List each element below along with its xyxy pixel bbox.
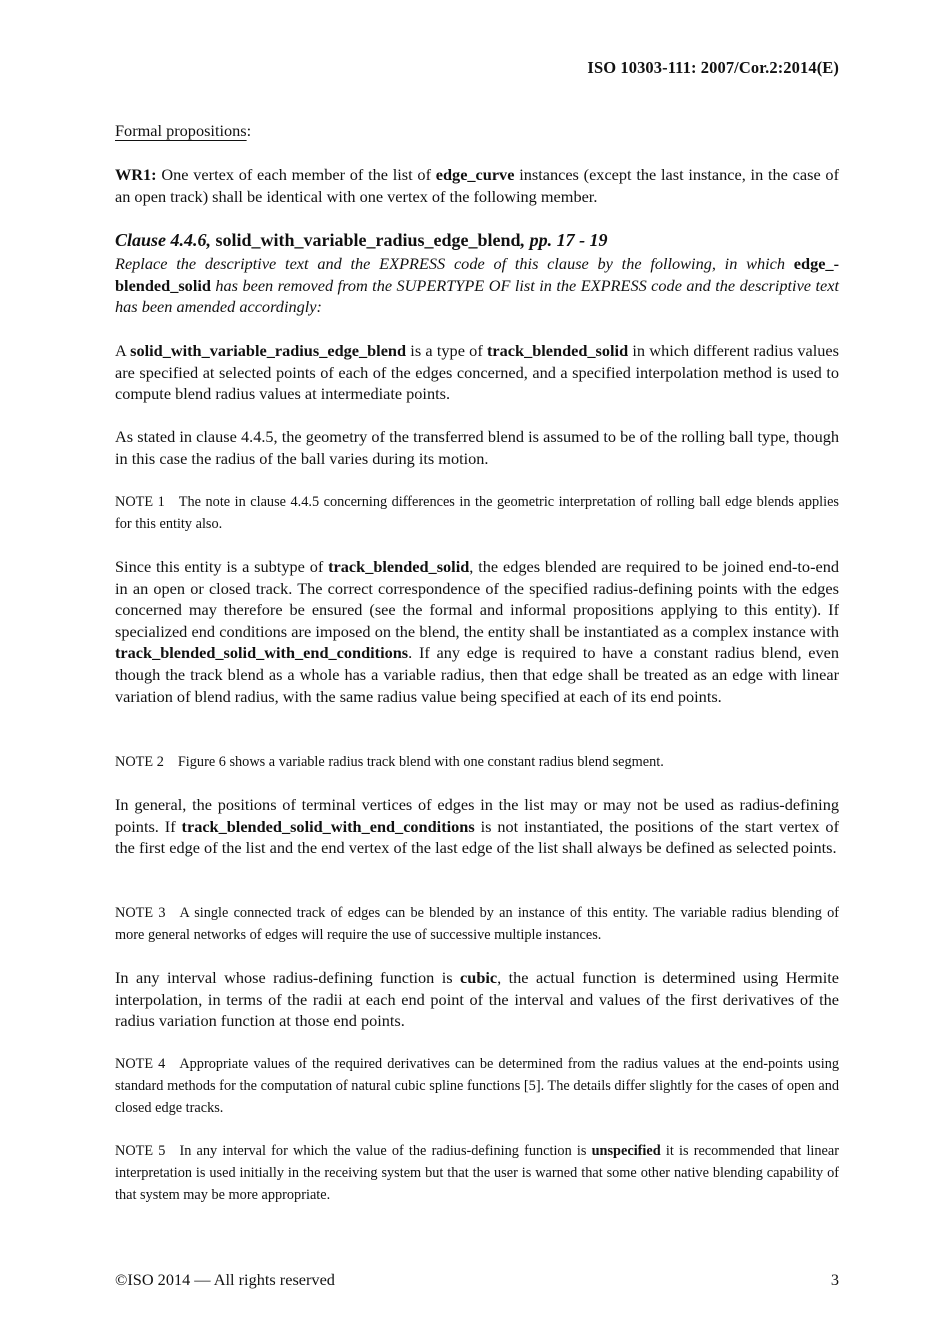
clause-ref: Clause 4.4.6, [115, 230, 212, 250]
note-4 [115, 1053, 839, 1119]
p1-c: in which different radius values are specified at selected points of each of the edges concerned, and a specified interpolation method is used to compute blend radius values at intermediate points. [115, 341, 839, 404]
p4-b: is not instantiated, the positions of the start vertex of the first edge of the list and the end vertex of the last edge of the list shall always be defined as selected points. [115, 816, 839, 858]
p4-a: In general, the positions of terminal vertices of edges in the list may or may not be used as radius-defining points. If [115, 795, 839, 836]
wr1-label: WR1: [115, 165, 157, 184]
formal-propositions-heading [115, 120, 839, 142]
clause-heading [115, 230, 839, 252]
note-1 [115, 491, 839, 535]
note-5-text-b: it is recommended that linear interpretation is used initially in the receiving system but that the user is warned that some other native blending capability of that system may be more appropriate. [115, 1143, 839, 1203]
p3-c: . If any edge is required to have a constant radius blend, even though the track blend as a whole has a variable radius, then that edge shall be treated as an edge with linear variation of blend radius, with the same radius value being specified at each of its end points. [115, 643, 839, 706]
note-5-entity: unspecified [591, 1143, 661, 1159]
p5-b: , the actual function is determined using Hermite interpolation, in terms of the radii at each end point of the interval and values of the first derivatives of the radius variation function at those end points. [115, 968, 839, 1031]
wr1-text-a: One vertex of each member of the list of [156, 165, 436, 184]
paragraph-2: As stated in clause 4.4.5, the geometry of the transferred blend is assumed to be of the rolling ball type, though in this case the radius of the ball varies during its motion. [115, 427, 839, 468]
wr1-entity: edge_curve [435, 165, 515, 184]
heading-colon: : [246, 121, 252, 140]
note-5 [115, 1140, 839, 1206]
document-header: ISO 10303-111: 2007/Cor.2:2014(E) [587, 58, 839, 77]
p3-a: Since this entity is a subtype of [115, 557, 329, 576]
instr-text-a: Replace the descriptive text and the EXPRESS code of this clause by the following, in which [115, 254, 794, 273]
paragraph-3 [115, 556, 839, 707]
clause-entity-name: solid_with_variable_radius_edge_blend [211, 230, 521, 250]
p5-entity-1: cubic [460, 968, 498, 987]
note-3 [115, 902, 839, 946]
note-1-label: NOTE 1 [115, 494, 165, 510]
p4-entity-1: track_blended_solid_with_end_conditions [181, 816, 475, 836]
p3-entity-2: track_blended_solid_with_end_conditions [115, 643, 409, 663]
note-5-label: NOTE 5 [115, 1143, 166, 1159]
note-1-text: The note in clause 4.4.5 concerning differences in the geometric interpretation of rolling ball edge blends applies for this entity also. [115, 494, 839, 532]
p1-entity-1: solid_with_variable_radius_edge_blend [130, 341, 407, 360]
note-3-label: NOTE 3 [115, 905, 166, 921]
note-2-text: Figure 6 shows a variable radius track blend with one constant radius blend segment. [177, 754, 664, 770]
formal-propositions-title: Formal propositions [115, 121, 247, 140]
clause-instruction [115, 253, 839, 318]
note-3-text: A single connected track of edges can be blended by an instance of this entity. The variable radius blending of more general networks of edges will require the use of successive multiple instances. [115, 905, 839, 943]
note-2-label: NOTE 2 [115, 754, 164, 770]
paragraph-1 [115, 340, 839, 405]
note-4-text: Appropriate values of the required derivatives can be determined from the radius values at the end-points using standard methods for the computation of natural cubic spline functions [5]. The details differ slightly for the cases of open and closed edge tracks. [115, 1056, 839, 1116]
paragraph-4 [115, 794, 839, 859]
p1-a: A [115, 341, 131, 360]
instr-entity: edge_-blended_solid [115, 254, 839, 295]
wr1-text-b: instances (except the last instance, in the case of an open track) shall be identical with one vertex of the following member. [115, 165, 839, 206]
note-5-text-a: In any interval for which the value of the radius-defining function is [179, 1143, 592, 1159]
p3-b: , the edges blended are required to be joined end-to-end in an open or closed track. The correct correspondence of the specified radius-defining points with the edges concerned may therefore be ensured (see the formal and informal propositions applying to this entity). If specialized end conditions are imposed on the blend, the entity shall be instantiated as a complex instance with [115, 557, 840, 641]
page-number: 3 [830, 1270, 839, 1289]
wr1-rule [115, 164, 839, 207]
clause-pages: , pp. 17 - 19 [520, 230, 608, 250]
p5-a: In any interval whose radius-defining function is [115, 968, 461, 987]
paragraph-5 [115, 967, 839, 1032]
p3-entity-1: track_blended_solid [328, 557, 470, 576]
p1-b: is a type of [406, 341, 487, 360]
clause-title [115, 230, 608, 250]
note-2 [115, 751, 839, 773]
instr-text-b: has been removed from the SUPERTYPE OF list in the EXPRESS code and the descriptive text has been amended accordingly: [115, 275, 839, 317]
footer-copyright: ©ISO 2014 — All rights reserved [115, 1270, 335, 1289]
p1-entity-2: track_blended_solid [487, 341, 629, 360]
note-4-label: NOTE 4 [115, 1056, 166, 1072]
